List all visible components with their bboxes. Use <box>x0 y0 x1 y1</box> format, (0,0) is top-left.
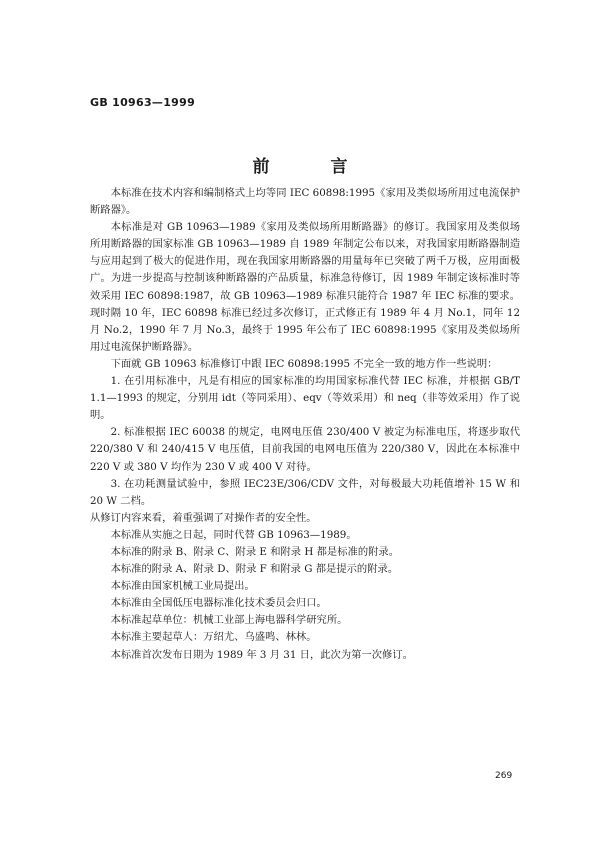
document-body <box>90 185 520 664</box>
standard-code-header: GB 10963—1999 <box>90 96 196 109</box>
paragraph-drafters: 本标准主要起草人：万绍尤、乌盛鸣、林林。 <box>110 631 317 644</box>
paragraph-normative-annexes: 本标准的附录 B、附录 C、附录 E 和附录 H 都是标准的附录。 <box>110 545 400 558</box>
paragraph-first-issue-date: 本标准首次发布日期为 1989 年 3 月 31 日，此次为第一次修订。 <box>110 648 413 661</box>
paragraph-difference-3: 3. 在功耗测量试验中，参照 IEC23E/306/CDV 文件，对每极最大功耗值增补 15 W 和 20 W 二档。 <box>90 477 520 507</box>
page-number: 269 <box>495 771 513 781</box>
paragraph-differences-intro: 下面就 GB 10963 标准修订中跟 IEC 60898:1995 不完全一致的地方作一些说明： <box>110 357 498 370</box>
paragraph-difference-1: 1. 在引用标准中，凡是有相应的国家标准的均用国家标准代替 IEC 标准，并根据 GB/T 1.1—1993 的规定，分别用 idt（等同采用）、eqv（等效采用）和 neq（非等效采用）作了说明。 <box>90 375 520 422</box>
paragraph-scope: 本标准在技术内容和编制格式上均等同 IEC 60898:1995《家用及类似场所用过电流保护断路器》。 <box>90 187 520 217</box>
paragraph-replacement: 本标准从实施之日起，同时代替 GB 10963—1989。 <box>110 528 357 541</box>
paragraph-technical-committee: 本标准由全国低压电器标准化技术委员会归口。 <box>110 597 327 610</box>
paragraph-drafting-unit: 本标准起草单位：机械工业部上海电器科学研究所。 <box>110 614 348 627</box>
paragraph-difference-2: 2. 标准根据 IEC 60038 的规定，电网电压值 230/400 V 被定为标准电压，将逐步取代 220/380 V 和 240/415 V 电压值，目前我国的电网电压值为 220/380 V，因此在本标准中 220 V 或 380 V 均作为 230 V 或 400 V 对待。 <box>90 426 520 473</box>
paragraph-revision-background: 本标准是对 GB 10963—1989《家用及类似场所用断路器》的修订。我国家用及类似场所用断路器的国家标准 GB 10963—1989 自 1989 年制定公布以来，对我国家用断路器制造与应用起到了极大的促进作用，现在我国家用断路器的用量每年已突破了两千万极，应用面极广。为进一步提高与控制该种断路器的产品质量，标准急待修订，因 1989 年制定该标准时等效采用 IEC 60898:1987，故 GB 10963—1989 标准只能符合 1987 年 IEC 标准的要求。现时隔 10 年，IEC 60898 标准已经过多次修订，正式修正有 1989 年 4 月 No.1，同年 12 月 No.2，1990 年 7 月 No.3，最终于 1995 年公布了 IEC 60898:1995《家用及类似场所用过电流保护断路器》。 <box>90 221 520 353</box>
paragraph-proposer: 本标准由国家机械工业局提出。 <box>110 580 255 593</box>
paragraph-safety-note: 从修订内容来看，着重强调了对操作者的安全性。 <box>90 511 317 524</box>
paragraph-informative-annexes: 本标准的附录 A、附录 D、附录 F 和附录 G 都是提示的附录。 <box>110 563 399 576</box>
section-title: 前 言 <box>252 157 370 177</box>
